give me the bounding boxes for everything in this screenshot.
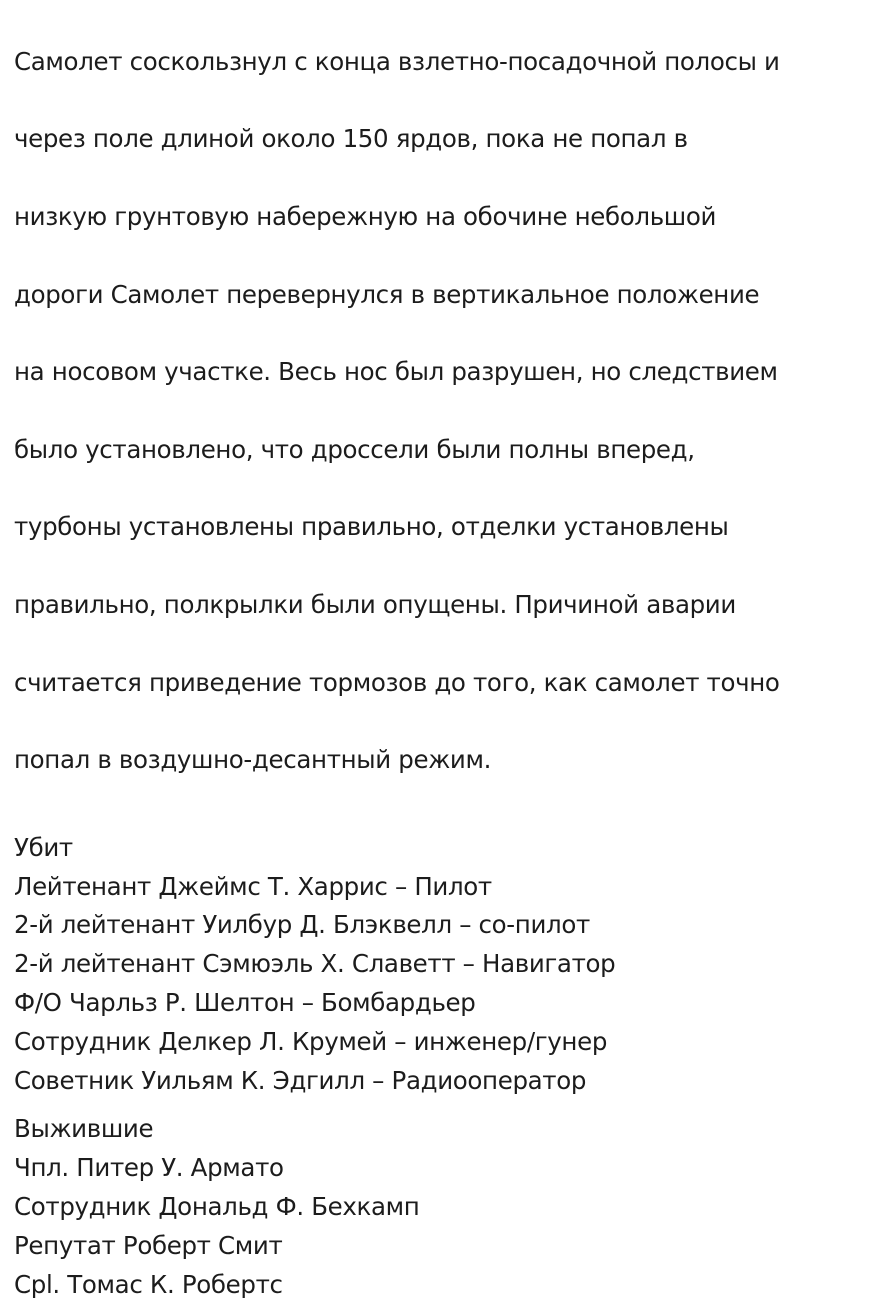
- paragraph-line: на носовом участке. Весь нос был разрушен, но следствием: [14, 357, 778, 387]
- paragraph-line: через поле длиной около 150 ярдов, пока не попал в: [14, 124, 688, 154]
- survivors-section: [14, 1110, 870, 1304]
- crew-member: 2-й лейтенант Уилбур Д. Блэквелл – со-пилот: [14, 910, 590, 940]
- crew-member: Лейтенант Джеймс Т. Харрис – Пилот: [14, 871, 492, 901]
- paragraph-line: считается приведение тормозов до того, как самолет точно: [14, 667, 780, 697]
- killed-heading: Убит: [14, 832, 73, 862]
- paragraph-line: турбоны установлены правильно, отделки установлены: [14, 512, 729, 542]
- paragraph-line: было установлено, что дроссели были полны вперед,: [14, 434, 695, 464]
- paragraph-line: попал в воздушно-десантный режим.: [14, 745, 492, 775]
- accident-description: [14, 4, 870, 819]
- killed-section: [14, 829, 870, 1101]
- survivors-heading: Выжившие: [14, 1114, 154, 1144]
- paragraph-line: низкую грунтовую набережную на обочине небольшой: [14, 201, 717, 231]
- survivor: Репутат Роберт Смит: [14, 1230, 283, 1260]
- paragraph-line: дороги Самолет перевернулся в вертикальное положение: [14, 279, 760, 309]
- crew-member: 2-й лейтенант Сэмюэль Х. Славетт – Навигатор: [14, 949, 616, 979]
- paragraph-line: правильно, полкрылки были опущены. Причиной аварии: [14, 589, 736, 619]
- crew-member: Советник Уильям К. Эдгилл – Радиооператор: [14, 1065, 587, 1095]
- crew-member: Ф/О Чарльз Р. Шелтон – Бомбардьер: [14, 987, 476, 1017]
- post-text: [14, 4, 870, 1314]
- survivor: Cpl. Томас К. Робертс: [14, 1269, 283, 1299]
- survivor: Сотрудник Дональд Ф. Бехкамп: [14, 1191, 420, 1221]
- paragraph-line: Самолет соскользнул с конца взлетно-посадочной полосы и: [14, 46, 780, 76]
- survivor: Чпл. Питер У. Армато: [14, 1153, 284, 1183]
- crew-member: Сотрудник Делкер Л. Крумей – инженер/гунер: [14, 1026, 608, 1056]
